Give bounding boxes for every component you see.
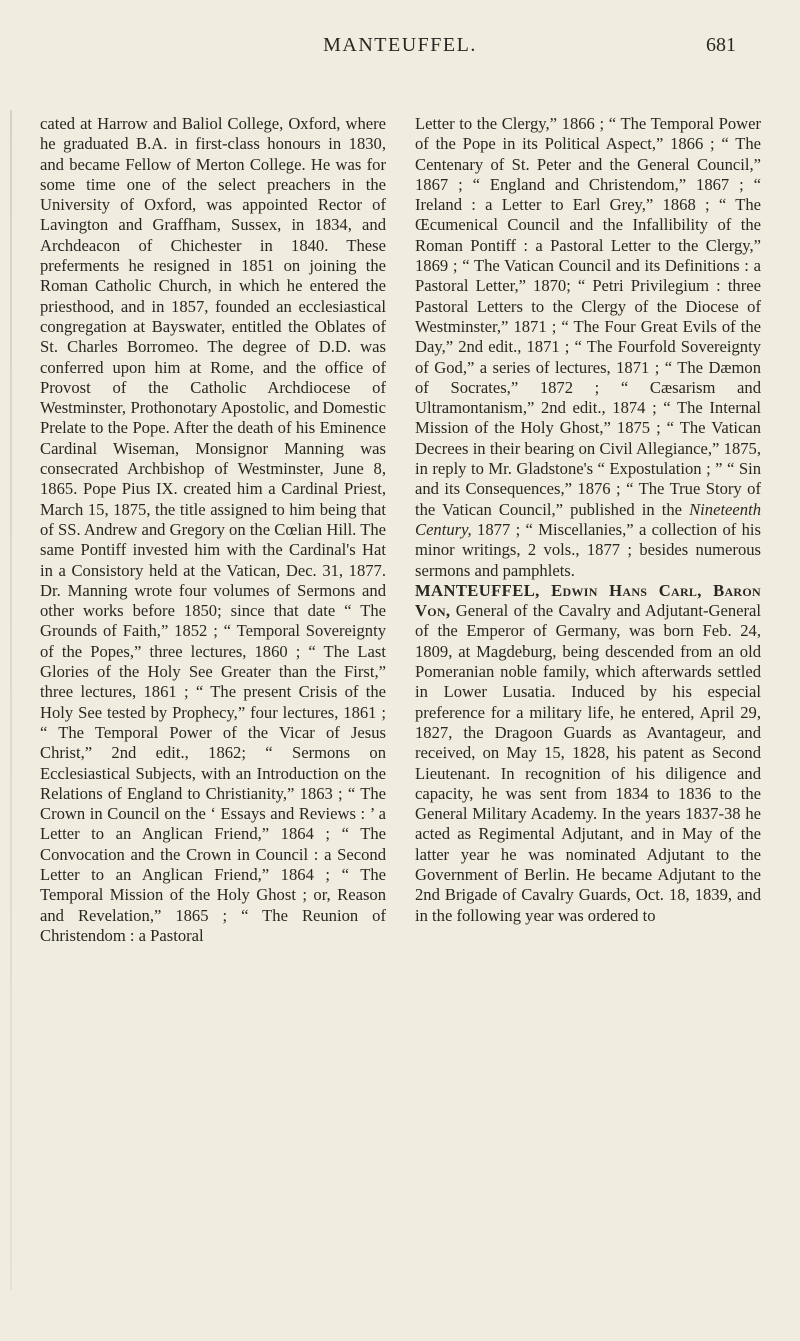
running-head <box>0 34 800 64</box>
entry-body: General of the Cavalry and Adjutant-General of the Emperor of Germany, was born Feb. 24, 1809, at Magdeburg, being descended from an old Pomeranian noble family, which afterwards settled in Lower Lusatia. Induced by his especial preference for a military life, he entered, April 29, 1827, the Dragoon Guards as Avantageur, and received, on May 15, 1828, his patent as Second Lieutenant. In recognition of his diligence and capacity, he was sent from 1834 to 1836 to the General Military Academy. In the years 1837-38 he acted as Regimental Adjutant, and in May of the latter year he was nominated Adjutant to the Government of Berlin. He became Adjutant to the 2nd Brigade of Cavalry Guards, Oct. 18, 1839, and in the following year was ordered to <box>415 601 761 925</box>
page-gutter-shadow <box>10 110 12 1290</box>
right-column <box>415 114 761 926</box>
left-column-text: cated at Harrow and Baliol College, Oxford, where he graduated B.A. in first-class honours in 1830, and became Fellow of Merton College. He was for some time one of the select preachers in the University of Oxford, was appointed Rector of Lavington and Graffham, Sussex, in 1834, and Archdeacon of Chichester in 1840. These preferments he resigned in 1851 on joining the Roman Catholic Church, in which he entered the priesthood, and in 1857, founded an ecclesiastical congregation at Bayswater, entitled the Oblates of St. Charles Borromeo. The degree of D.D. was conferred upon him at Rome, and the office of Provost of the Catholic Archdiocese of Westminster, Prothonotary Apostolic, and Domestic Prelate to the Pope. After the death of his Eminence Cardinal Wiseman, Monsignor Manning was consecrated Archbishop of Westminster, June 8, 1865. Pope Pius IX. created him a Cardinal Priest, March 15, 1875, the title assigned to him being that of SS. Andrew and Gregory on the Cœlian Hill. The same Pontiff invested him with the Cardinal's Hat in a Consistory held at the Vatican, Dec. 31, 1877. Dr. Manning wrote four volumes of Sermons and other works before 1850; since that date “ The Grounds of Faith,” 1852 ; “ Temporal Sovereignty of the Popes,” three lectures, 1860 ; “ The Last Glories of the Holy See Greater than the First,” three lectures, 1861 ; “ The present Crisis of the Holy See tested by Prophecy,” four lectures, 1861 ; “ The Temporal Power of the Vicar of Jesus Christ,” 2nd edit., 1862; “ Sermons on Ecclesiastical Subjects, with an Introduction on the Relations of England to Christianity,” 1863 ; “ The Crown in Council on the ‘ Essays and Reviews : ’ a Letter to an Anglican Friend,” 1864 ; “ The Convocation and the Crown in Council : a Second Letter to an Anglican Friend,” 1864 ; “ The Temporal Mission of the Holy Ghost ; or, Reason and Revelation,” 1865 ; “ The Reunion of Christendom : a Pastoral <box>40 114 386 945</box>
right-column-text: Letter to the Clergy,” 1866 ; “ The Temporal Power of the Pope in its Political Aspect,” 1866 ; “ The Centenary of St. Peter and the General Council,” 1867 ; “ England and Christendom,” 1867 ; “ Ireland : a Letter to Earl Grey,” 1868 ; “ The Œcumenical Council and the Infallibility of the Roman Pontiff : a Pastoral Letter to the Clergy,” 1869 ; “ The Vatican Council and its Definitions : a Pastoral Letter,” 1870; “ Petri Privilegium : three Pastoral Letters to the Clergy of the Diocese of Westminster,” 1871 ; “ The Four Great Evils of the Day,” 2nd edit., 1871 ; “ The Fourfold Sovereignty of God,” a series of lectures, 1871 ; “ The Dæmon of Socrates,” 1872 ; “ Cæsarism and Ultramontanism,” 2nd edit., 1874 ; “ The Internal Mission of the Holy Ghost,” 1875 ; “ The Vatican Decrees in their bearing on Civil Allegiance,” 1875, in reply to Mr. Gladstone's “ Expostulation ; ” “ Sin and its Consequences,” 1876 ; “ The True Story of the Vatican Council,” published in the <box>415 114 761 519</box>
left-column <box>40 114 386 946</box>
dictionary-entry <box>415 581 761 926</box>
periodical-title: Nineteenth Century, <box>415 499 761 539</box>
right-column-paragraph <box>415 114 761 581</box>
page-number: 681 <box>706 34 736 56</box>
entry-headword: MANTEUFFEL, <box>415 580 540 600</box>
entry-name: Edwin Hans Carl, Baron Von, <box>415 580 761 621</box>
right-column-text-continued: 1877 ; “ Miscellanies,” a collection of his minor writings, 2 vols., 1877 ; besides numerous sermons and pamphlets. <box>415 519 761 580</box>
running-title: MANTEUFFEL. <box>323 34 477 56</box>
